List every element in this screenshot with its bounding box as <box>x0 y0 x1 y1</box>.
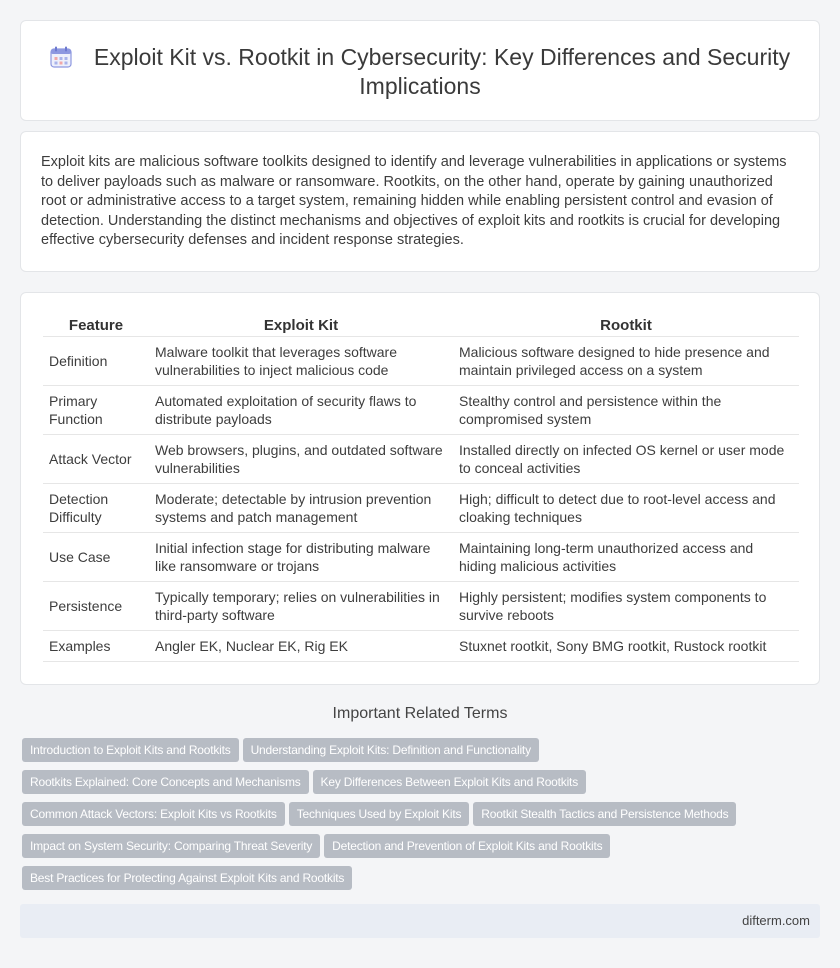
table-row <box>43 386 799 435</box>
feature-cell: Definition <box>43 337 149 386</box>
table-row <box>43 337 799 386</box>
related-term-link[interactable]: Rootkit Stealth Tactics and Persistence Methods <box>473 802 736 826</box>
header-rootkit: Rootkit <box>453 315 799 337</box>
related-terms-list <box>22 738 812 898</box>
header-card <box>20 20 820 121</box>
footer-site-link[interactable]: difterm.com <box>742 913 810 928</box>
table-row <box>43 533 799 582</box>
comparison-card <box>20 292 820 685</box>
exploit-kit-cell: Moderate; detectable by intrusion prevention systems and patch management <box>149 484 453 533</box>
related-term-link[interactable]: Techniques Used by Exploit Kits <box>289 802 470 826</box>
related-term-link[interactable]: Introduction to Exploit Kits and Rootkits <box>22 738 239 762</box>
calendar-icon <box>50 46 72 68</box>
feature-cell: Persistence <box>43 582 149 631</box>
exploit-kit-cell: Initial infection stage for distributing malware like ransomware or trojans <box>149 533 453 582</box>
exploit-kit-cell: Automated exploitation of security flaws to distribute payloads <box>149 386 453 435</box>
rootkit-cell: Stuxnet rootkit, Sony BMG rootkit, Rustock rootkit <box>453 631 799 662</box>
feature-cell: Detection Difficulty <box>43 484 149 533</box>
exploit-kit-cell: Web browsers, plugins, and outdated software vulnerabilities <box>149 435 453 484</box>
feature-cell: Attack Vector <box>43 435 149 484</box>
intro-card <box>20 131 820 272</box>
related-term-link[interactable]: Common Attack Vectors: Exploit Kits vs Rootkits <box>22 802 285 826</box>
table-row <box>43 435 799 484</box>
rootkit-cell: Installed directly on infected OS kernel or user mode to conceal activities <box>453 435 799 484</box>
page-title-text: Exploit Kit vs. Rootkit in Cybersecurity: Key Differences and Security Implications <box>93 44 791 99</box>
feature-cell: Examples <box>43 631 149 662</box>
related-term-link[interactable]: Impact on System Security: Comparing Threat Severity <box>22 834 320 858</box>
rootkit-cell: Malicious software designed to hide presence and maintain privileged access on a system <box>453 337 799 386</box>
related-term-link[interactable]: Detection and Prevention of Exploit Kits and Rootkits <box>324 834 610 858</box>
table-row <box>43 631 799 662</box>
header-feature: Feature <box>43 315 149 337</box>
table-row <box>43 484 799 533</box>
exploit-kit-cell: Malware toolkit that leverages software vulnerabilities to inject malicious code <box>149 337 453 386</box>
comparison-table <box>43 315 799 662</box>
rootkit-cell: Maintaining long-term unauthorized access and hiding malicious activities <box>453 533 799 582</box>
intro-paragraph: Exploit kits are malicious software toolkits designed to identify and leverage vulnerabilities in applications or systems to deliver payloads such as malware or ransomware. Rootkits, on the other hand, operate by gaining unauthorized root or administrative access to a target system, remaining hidden while enabling persistent control and evasion of detection. Understanding the distinct mechanisms and objectives of exploit kits and rootkits is crucial for developing effective cybersecurity defenses and incident response strategies. <box>41 154 787 248</box>
related-term-link[interactable]: Best Practices for Protecting Against Exploit Kits and Rootkits <box>22 866 352 890</box>
exploit-kit-cell: Angler EK, Nuclear EK, Rig EK <box>149 631 453 662</box>
page-title <box>21 43 819 101</box>
rootkit-cell: Highly persistent; modifies system components to survive reboots <box>453 582 799 631</box>
rootkit-cell: High; difficult to detect due to root-level access and cloaking techniques <box>453 484 799 533</box>
related-term-link[interactable]: Key Differences Between Exploit Kits and Rootkits <box>313 770 586 794</box>
related-term-link[interactable]: Understanding Exploit Kits: Definition and Functionality <box>243 738 539 762</box>
exploit-kit-cell: Typically temporary; relies on vulnerabilities in third-party software <box>149 582 453 631</box>
table-row <box>43 582 799 631</box>
feature-cell: Use Case <box>43 533 149 582</box>
footer <box>20 904 820 938</box>
header-exploit-kit: Exploit Kit <box>149 315 453 337</box>
related-term-link[interactable]: Rootkits Explained: Core Concepts and Mechanisms <box>22 770 309 794</box>
rootkit-cell: Stealthy control and persistence within the compromised system <box>453 386 799 435</box>
table-header-row <box>43 315 799 337</box>
feature-cell: Primary Function <box>43 386 149 435</box>
related-terms-heading: Important Related Terms <box>332 705 508 722</box>
